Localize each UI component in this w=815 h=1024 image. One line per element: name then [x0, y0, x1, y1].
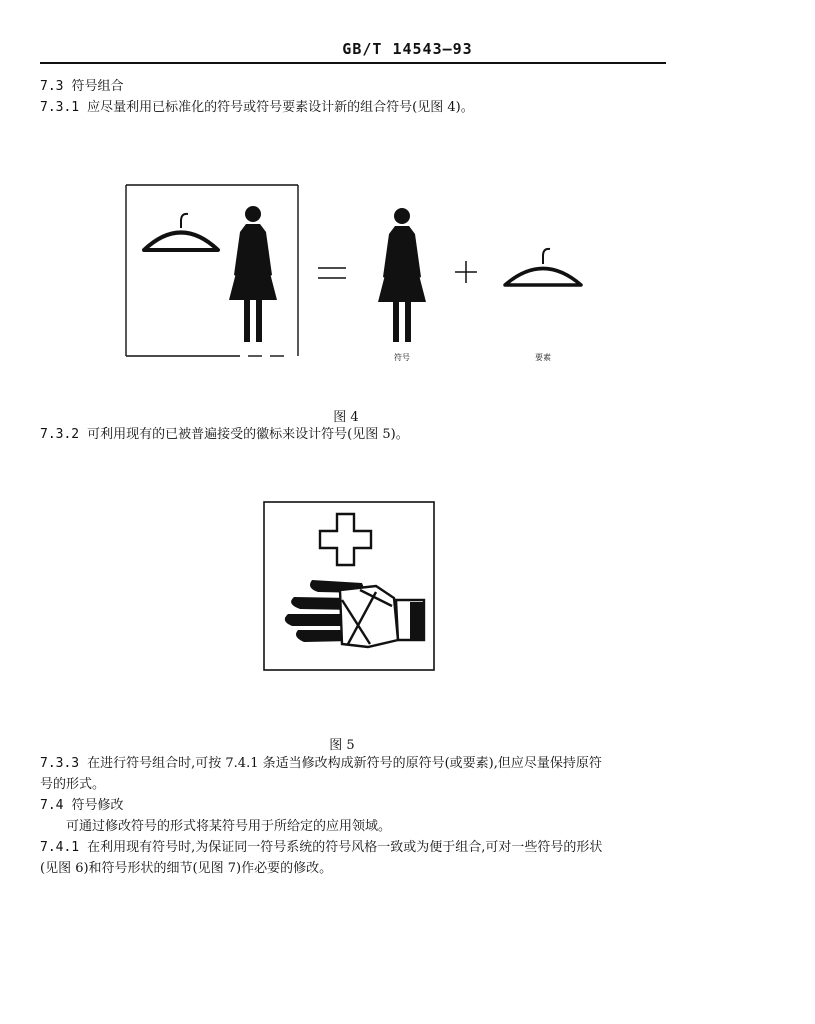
cross-icon: [320, 514, 371, 565]
section-title: 符号修改: [71, 798, 124, 813]
clause-text: 应尽量利用已标准化的符号或符号要素设计新的组合符号(见图 4)。: [87, 100, 474, 115]
section-title: 符号组合: [71, 79, 124, 94]
clause-number: 7.3.1: [40, 100, 80, 115]
figure-4-label-element: 要素: [535, 353, 551, 362]
figure-4-caption: 图 4: [333, 410, 359, 425]
section-7-4-heading: [40, 797, 124, 815]
clause-number: 7.3.3: [40, 756, 80, 771]
clause-text: 可利用现有的已被普遍接受的徽标来设计符号(见图 5)。: [87, 427, 409, 442]
section-number: 7.4: [40, 798, 64, 813]
clause-text: 在进行符号组合时,可按 7.4.1 条适当修改构成新符号的原符号(或要素),但应尽量保持原符: [87, 756, 602, 771]
figure-5-caption: 图 5: [329, 738, 355, 753]
clause-number: 7.4.1: [40, 840, 80, 855]
clause-7-4-1-line-1: [40, 839, 602, 857]
clause-text: 在利用现有符号时,为保证同一符号系统的符号风格一致或为便于组合,可对一些符号的形状: [87, 840, 603, 855]
clause-number: 7.3.2: [40, 427, 80, 442]
section-number: 7.3: [40, 79, 64, 94]
section-7-4-paragraph: 可通过修改符号的形式将某符号用于所给定的应用领域。: [66, 819, 392, 834]
document-code: GB/T 14543—93: [342, 40, 473, 58]
figure-4-label-symbol: 符号: [394, 353, 410, 362]
bandaged-hand-icon: [285, 580, 424, 647]
clause-7-3-3-line-1: [40, 755, 602, 773]
clause-7-4-1-line-2: (见图 6)和符号形状的细节(见图 7)作必要的修改。: [40, 861, 333, 876]
clause-7-3-3-line-2: 号的形式。: [40, 777, 106, 792]
